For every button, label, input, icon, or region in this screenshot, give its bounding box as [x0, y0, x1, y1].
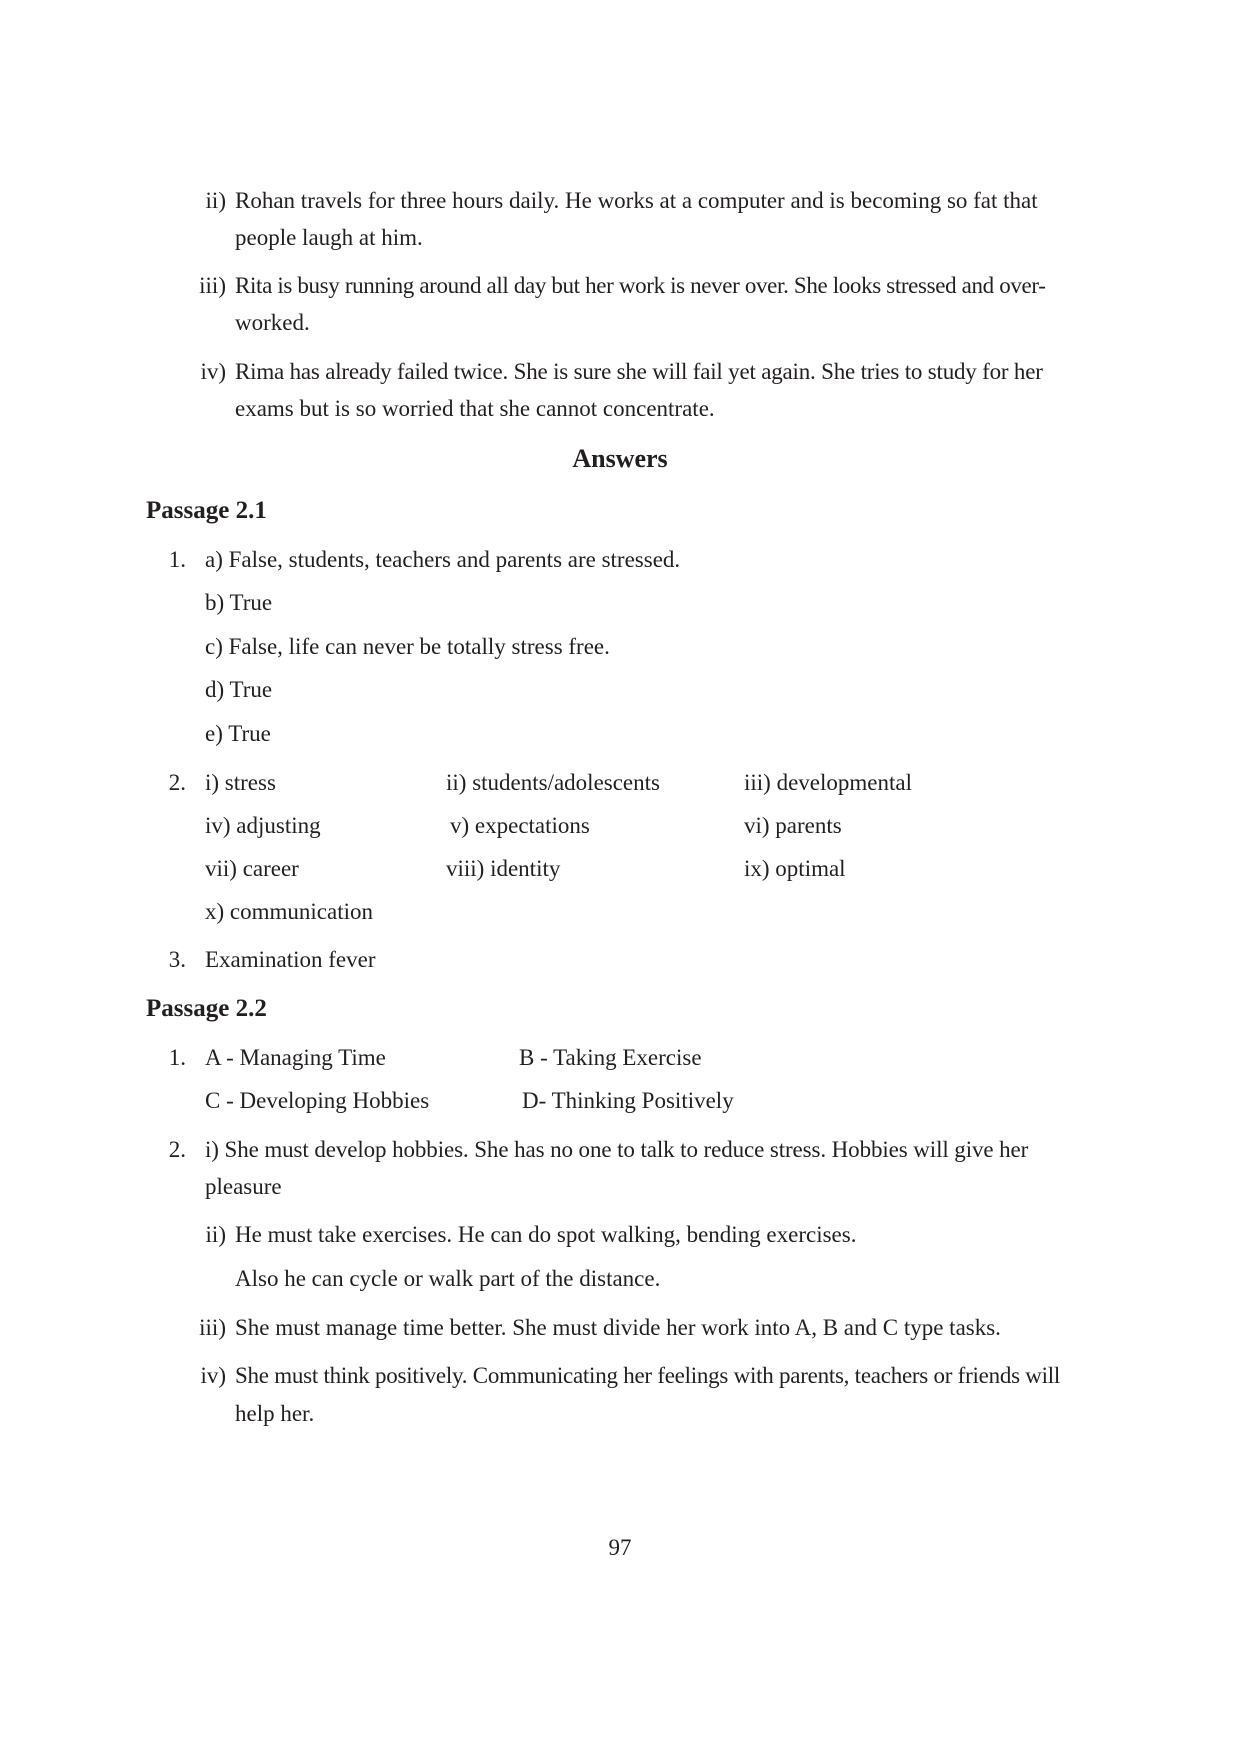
p22-q2-marker-iv: iv)	[200, 1363, 226, 1388]
p22-q1-answer: A - Managing Time	[205, 1045, 386, 1070]
p21-q2-answer: vii) career	[205, 856, 299, 881]
p21-q3-number: 3.	[168, 947, 186, 972]
p21-q2-answer: vi) parents	[744, 813, 842, 838]
question-marker-iv: iv)	[200, 359, 226, 384]
p21-q2-answer: iii) developmental	[744, 770, 912, 795]
p22-q2-item-ii-line-2: Also he can cycle or walk part of the distance.	[235, 1266, 661, 1291]
p22-q2-marker-ii: ii)	[205, 1222, 226, 1247]
p22-q2-marker-iii: iii)	[199, 1315, 226, 1340]
p21-q1-item-c: c) False, life can never be totally stress free.	[205, 634, 610, 659]
p21-q1-item-b: b) True	[205, 590, 273, 615]
p21-q1-item-a: a) False, students, teachers and parents are stressed.	[205, 547, 681, 572]
p21-q2-number: 2.	[168, 770, 186, 795]
p22-q1-answer: C - Developing Hobbies	[205, 1088, 430, 1113]
p21-q2-answer: iv) adjusting	[205, 813, 321, 838]
p22-q1-answer: D- Thinking Positively	[522, 1088, 734, 1113]
question-iv-line-2: exams but is so worried that she cannot concentrate.	[235, 396, 715, 421]
p21-q3-answer: Examination fever	[205, 947, 376, 972]
p21-q2-answer: viii) identity	[446, 856, 561, 881]
question-iii-line-1: Rita is busy running around all day but her work is never over. She looks stressed and over-	[235, 273, 1046, 298]
p21-q1-number: 1.	[168, 547, 186, 572]
p21-q2-answer: ii) students/adolescents	[446, 770, 660, 795]
p22-q2-item-iv-line-2: help her.	[235, 1401, 315, 1426]
question-ii-line-1: Rohan travels for three hours daily. He works at a computer and is becoming so fat that	[235, 188, 1038, 213]
page-number: 97	[608, 1535, 632, 1560]
p21-q2-answer: ix) optimal	[744, 856, 846, 881]
p22-q1-answer: B - Taking Exercise	[519, 1045, 702, 1070]
p22-q1-number: 1.	[168, 1045, 186, 1070]
question-iv-line-1: Rima has already failed twice. She is sure she will fail yet again. She tries to study for her	[235, 359, 1043, 384]
question-marker-ii: ii)	[205, 188, 226, 213]
p22-q2-item-i-line-2: pleasure	[205, 1174, 282, 1199]
p22-q2-item-ii-line-1: He must take exercises. He can do spot walking, bending exercises.	[235, 1222, 857, 1247]
p22-q2-number: 2.	[168, 1137, 186, 1162]
p21-q2-answer: i) stress	[205, 770, 276, 795]
p21-q2-answer: x) communication	[205, 899, 373, 924]
p22-q2-item-iv-line-1: She must think positively. Communicating her feelings with parents, teachers or friends will	[235, 1363, 1061, 1388]
passage-2-1-heading: Passage 2.1	[146, 497, 267, 524]
p22-q2-item-iii-line-1: She must manage time better. She must divide her work into A, B and C type tasks.	[235, 1315, 1001, 1340]
p21-q1-item-e: e) True	[205, 721, 271, 746]
passage-2-2-heading: Passage 2.2	[146, 995, 267, 1022]
question-iii-line-2: worked.	[235, 310, 310, 335]
question-ii-line-2: people laugh at him.	[235, 225, 423, 250]
p22-q2-item-i-line-1: i) She must develop hobbies. She has no one to talk to reduce stress. Hobbies will give her	[205, 1137, 1029, 1162]
p21-q2-answer: v) expectations	[450, 813, 590, 838]
p21-q1-item-d: d) True	[205, 677, 273, 702]
question-marker-iii: iii)	[199, 273, 226, 298]
answers-title: Answers	[572, 444, 668, 473]
